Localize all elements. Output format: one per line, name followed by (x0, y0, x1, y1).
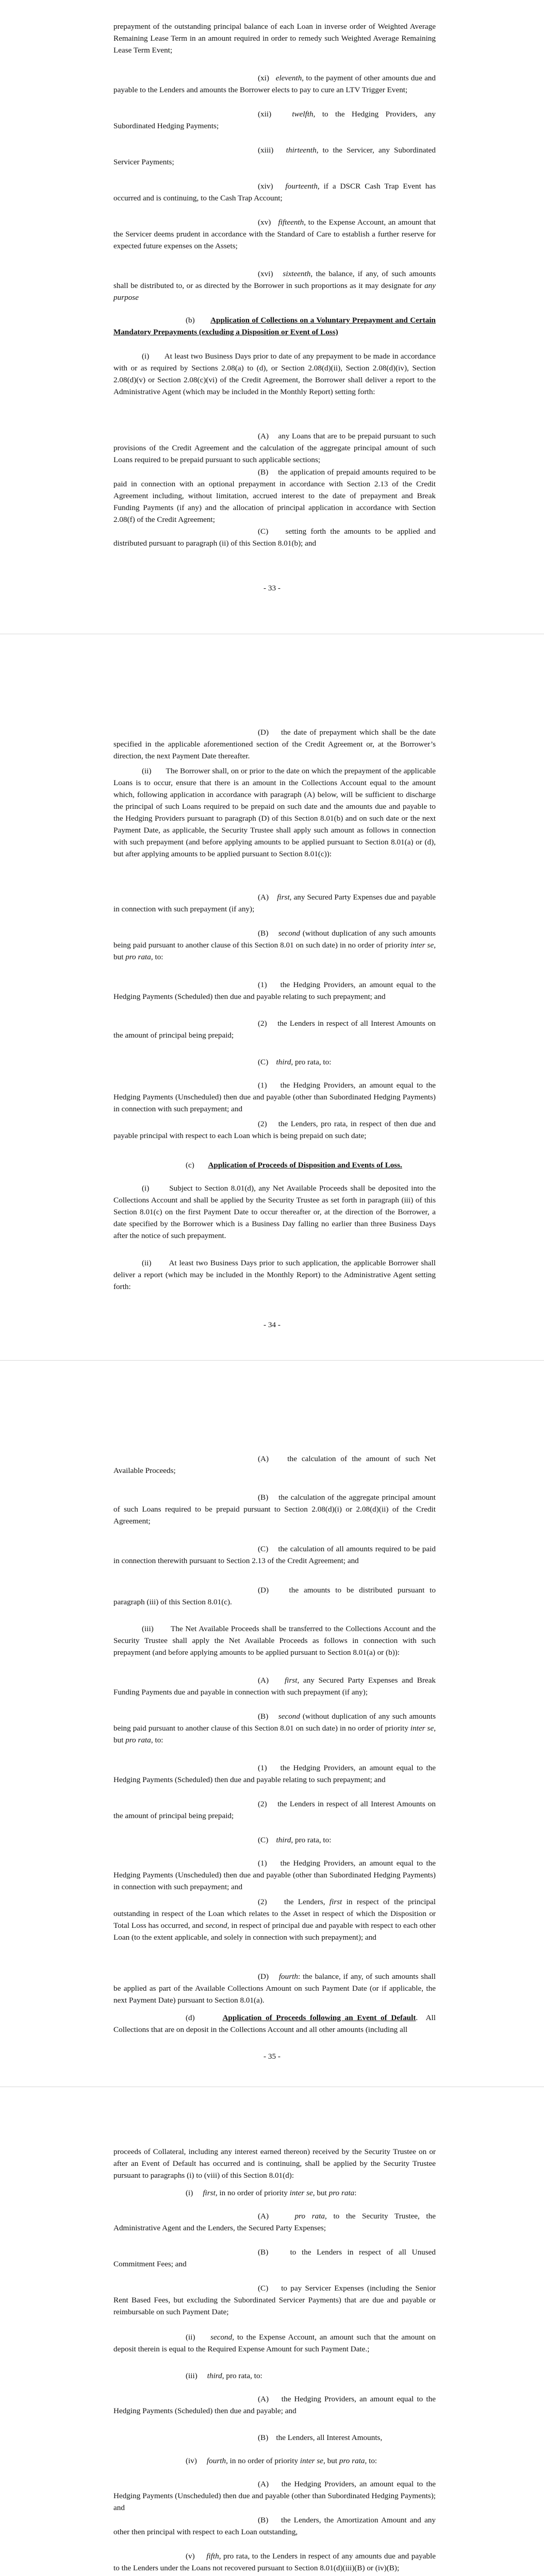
paragraph: (A) the Hedging Providers, an amount equal to the Hedging Payments (Unscheduled) then due and payable (other than Subordinated Hedging Payments); and (113, 2480, 436, 2512)
paragraph: (A) first, any Secured Party Expenses due and payable in connection with such prepayment (if any); (113, 893, 436, 913)
section-heading: (b) Application of Collections on a Voluntary Prepayment and Certain Mandatory Prepayments (excluding a Disposition or Event of Loss) (113, 316, 436, 336)
paragraph: (1) the Hedging Providers, an amount equal to the Hedging Payments (Unscheduled) then due and payable (other than Subordinated Hedging Payments) in connection with such prepayment; and (113, 1081, 436, 1113)
paragraph: (B) the Lenders, all Interest Amounts, (258, 2433, 383, 2442)
paragraph: (D) the date of prepayment which shall be the date specified in the applicable aforementioned section of the Credit Agreement or, at the Borrower’s direction, the next Payment Date thereafter. (113, 728, 436, 760)
paragraph: (A) the calculation of the amount of such Net Available Proceeds; (113, 1454, 436, 1475)
paragraph: (1) the Hedging Providers, an amount equal to the Hedging Payments (Scheduled) then due and payable relating to such prepayment; and (113, 980, 436, 1001)
paragraph: (A) the Hedging Providers, an amount equal to the Hedging Payments (Scheduled) then due and payable; and (113, 2395, 436, 2415)
page-number: - 33 - (263, 584, 281, 592)
section-heading: (c) Application of Proceeds of Disposition and Events of Loss. (186, 1161, 402, 1170)
paragraph: (A) any Loans that are to be prepaid pursuant to such provisions of the Credit Agreement and the calculation of the aggregate principal amount of such Loans required to be prepaid pursuant to such applicable sections; (113, 432, 436, 464)
paragraph: (2) the Lenders, pro rata, in respect of then due and payable principal with respect to each Loan which is being prepaid on such date; (113, 1120, 436, 1140)
paragraph: proceeds of Collateral, including any interest earned thereon) received by the Security Trustee on or after an Event of Default has occurred and is continuing, shall be applied by the Security Trustee pursuant to paragraphs (i) to (viii) of this Section 8.01(d): (113, 2147, 436, 2180)
paragraph: (B) second (without duplication of any such amounts being paid pursuant to another clause of this Section 8.01 on such date) in no order of priority inter se, but pro rata, to: (113, 1712, 436, 1744)
paragraph: (C) setting forth the amounts to be applied and distributed pursuant to paragraph (ii) of this Section 8.01(b); and (113, 527, 436, 548)
paragraph: (B) the Lenders, the Amortization Amount and any other then principal with respect to each Loan outstanding, (113, 2516, 436, 2536)
paragraph: (ii) second, to the Expense Account, an amount such that the amount on deposit therein is equal to the Required Expense Amount for such Payment Date.; (113, 2333, 436, 2353)
paragraph: (iii) The Net Available Proceeds shall be transferred to the Collections Account and the Security Trustee shall apply the Net Available Proceeds as follows in connection with such prepayment (and before applying amounts to be applied pursuant to Section 8.01(a) or (b)): (113, 1624, 436, 1657)
paragraph: (iv) fourth, in no order of priority inter se, but pro rata, to: (186, 2456, 377, 2465)
paragraph: (v) fifth, pro rata, to the Lenders in respect of any amounts due and payable to the Lenders under the Loans not recovered pursuant to Section 8.01(d)(iii)(B) or (iv)(B); (113, 2552, 436, 2572)
paragraph: (C) third, pro rata, to: (258, 1058, 332, 1066)
paragraph: (xiii) thirteenth, to the Servicer, any Subordinated Servicer Payments; (113, 146, 436, 166)
paragraph: (A) first, any Secured Party Expenses and Break Funding Payments due and payable in connection with such prepayment (if any); (113, 1676, 436, 1697)
paragraph: (B) the application of prepaid amounts required to be paid in connection with an optional prepayment in accordance with Section 2.13 of the Credit Agreement including, without limitation, accrued interest to the date of prepayment and Break Funding Payments (if any) and the allocation of principal application in accordance with Section 2.08(f) of the Credit Agreement; (113, 468, 436, 524)
paragraph: (i) Subject to Section 8.01(d), any Net Available Proceeds shall be deposited into the Collections Account and shall be applied by the Security Trustee as set forth in paragraph (iii) of this Section 8.01(c) on the first Payment Date to occur thereafter or, at the direction of the Borrower, a date specified by the Borrower which is a Business Day falling no earlier than three Business Days after the notice of such prepayment. (113, 1184, 436, 1240)
paragraph: (C) to pay Servicer Expenses (including the Senior Rent Based Fees, but excluding the Subordinated Servicer Payments) that are due and payable or reimbursable on such Payment Date; (113, 2284, 436, 2316)
paragraph: (xv) fifteenth, to the Expense Account, an amount that the Servicer deems prudent in accordance with the Standard of Care to establish a further reserve for expected future expenses on the Assets; (113, 218, 436, 250)
paragraph: prepayment of the outstanding principal balance of each Loan in inverse order of Weighted Average Remaining Lease Term in an amount required in order to remedy such Weighted Average Remaining Lease Term Event; (113, 22, 436, 55)
paragraph: (1) the Hedging Providers, an amount equal to the Hedging Payments (Unscheduled) then due and payable (other than Subordinated Hedging Payments) in connection with such prepayment; and (113, 1859, 436, 1891)
paragraph: (2) the Lenders in respect of all Interest Amounts on the amount of principal being prepaid; (113, 1800, 436, 1820)
paragraph: (2) the Lenders, first in respect of the principal outstanding in respect of the Loan which relates to the Asset in respect of which the Disposition or Total Loss has occurred, and second, in respect of principal due and payable with respect to each other Loan (to the extent applicable, and solely in connection with such prepayment); and (113, 1897, 436, 1942)
page-number: - 35 - (263, 2052, 281, 2061)
paragraph: (i) At least two Business Days prior to date of any prepayment to be made in accordance with or as required by Sections 2.08(a) to (d), or Section 2.08(d)(ii), Section 2.08(d)(iv), Section 2.08(d)(v) or Section 2.08(c)(vi) of the Credit Agreement, the Borrower shall deliver a report to the Administrative Agent (which may be included in the Monthly Report) setting forth: (113, 352, 436, 396)
paragraph: (C) the calculation of all amounts required to be paid in connection therewith pursuant to Section 2.13 of the Credit Agreement; and (113, 1545, 436, 1565)
paragraph: (D) fourth: the balance, if any, of such amounts shall be applied as part of the Available Collections Amount on such Payment Date (or if applicable, the next Payment Date) pursuant to Section 8.01(a). (113, 1972, 436, 2005)
paragraph: (xi) eleventh, to the payment of other amounts due and payable to the Lenders and amounts the Borrower elects to pay to cure an LTV Trigger Event; (113, 74, 436, 94)
page-divider (0, 1360, 544, 1361)
paragraph: (2) the Lenders in respect of all Interest Amounts on the amount of principal being prepaid; (113, 1019, 436, 1040)
paragraph: (A) pro rata, to the Security Trustee, the Administrative Agent and the Lenders, the Secured Party Expenses; (113, 2212, 436, 2232)
page-number: - 34 - (263, 1320, 281, 1329)
paragraph: (B) to the Lenders in respect of all Unused Commitment Fees; and (113, 2248, 436, 2268)
paragraph: (iii) third, pro rata, to: (186, 2371, 262, 2380)
paragraph: (B) the calculation of the aggregate principal amount of such Loans required to be prepaid pursuant to Section 2.08(d)(i) or 2.08(d)(ii) of the Credit Agreement; (113, 1493, 436, 1526)
section-heading: (d) Application of Proceeds following an Event of Default. All Collections that are on deposit in the Collections Account and all other amounts (including all (113, 2013, 436, 2034)
paragraph: (xiv) fourteenth, if a DSCR Cash Trap Event has occurred and is continuing, to the Cash Trap Account; (113, 182, 436, 202)
paragraph: (xii) twelfth, to the Hedging Providers, any Subordinated Hedging Payments; (113, 110, 436, 130)
paragraph: (B) second (without duplication of any such amounts being paid pursuant to another clause of this Section 8.01 on such date) in no order of priority inter se, but pro rata, to: (113, 929, 436, 961)
paragraph: (i) first, in no order of priority inter se, but pro rata: (186, 2189, 357, 2197)
paragraph: (ii) At least two Business Days prior to such application, the applicable Borrower shall deliver a report (which may be included in the Monthly Report) to the Administrative Agent setting forth: (113, 1259, 436, 1291)
paragraph: (1) the Hedging Providers, an amount equal to the Hedging Payments (Scheduled) then due and payable relating to such prepayment; and (113, 1764, 436, 1784)
paragraph: (ii) The Borrower shall, on or prior to the date on which the prepayment of the applicable Loans is to occur, ensure that there is an amount in the Collections Account equal to the amount which, following application in accordance with paragraph (A) below, will be sufficient to discharge the principal of such Loans required to be prepaid on such date and the amounts due and payable to the Hedging Providers pursuant to paragraph (D) of this Section 8.01(b) and on such date or the next Payment Date, as applicable, the Security Trustee shall apply such amount as follows in connection with such prepayment (and before applying amounts to be applied pursuant to Section 8.01(a) or (d), but after applying amounts to be applied pursuant to Section 8.01(c)): (113, 767, 436, 858)
paragraph: (xvi) sixteenth, the balance, if any, of such amounts shall be distributed to, or as directed by the Borrower in such proportions as it may designate for any purpose (113, 269, 436, 302)
paragraph: (D) the amounts to be distributed pursuant to paragraph (iii) of this Section 8.01(c). (113, 1586, 436, 1606)
paragraph: (C) third, pro rata, to: (258, 1836, 332, 1844)
